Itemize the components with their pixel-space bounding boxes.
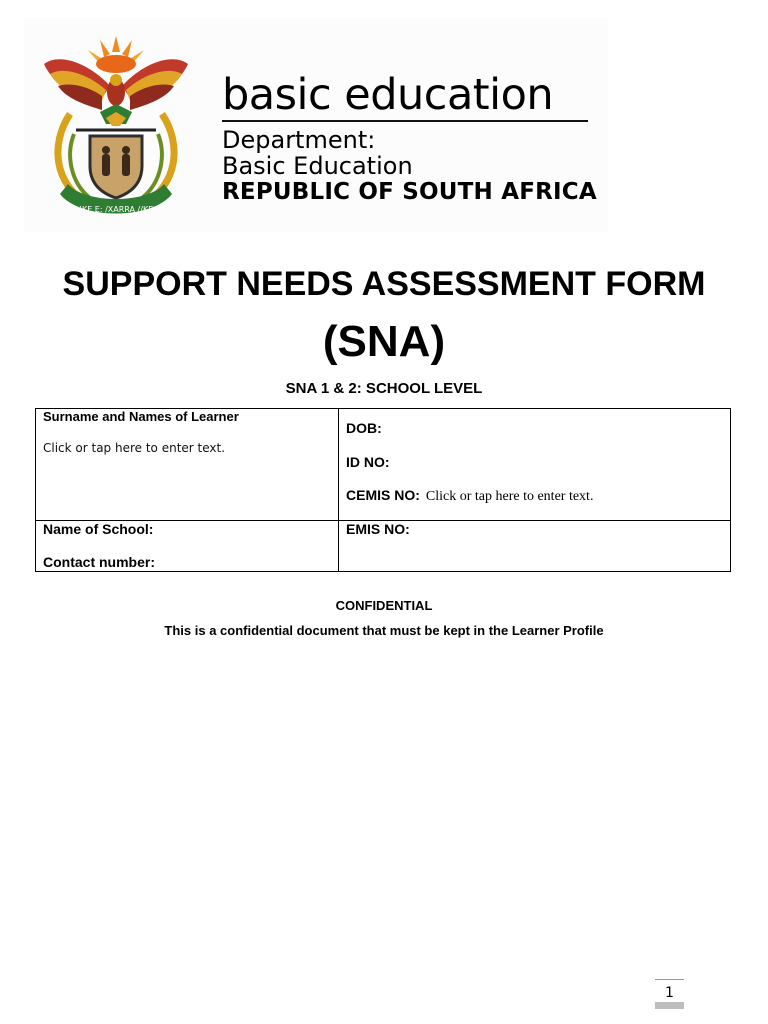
department-label: Department: <box>222 126 376 154</box>
cemis-number-field[interactable]: Click or tap here to enter text. <box>425 489 594 504</box>
emis-cell <box>339 520 731 571</box>
form-abbreviation: (SNA) <box>322 317 446 366</box>
school-cell <box>36 520 339 571</box>
emis-number-label: EMIS NO: <box>346 520 410 537</box>
form-subtitle: SNA 1 & 2: SCHOOL LEVEL <box>285 380 483 397</box>
learner-name-cell <box>36 409 339 521</box>
page-number: 1 <box>665 985 674 1001</box>
dob-label: DOB: <box>346 420 382 436</box>
learner-id-cell <box>339 409 731 521</box>
department-name: Basic Education <box>222 152 413 180</box>
id-number-label: ID NO: <box>346 454 390 470</box>
page-number-bar <box>655 1002 684 1009</box>
learner-info-table <box>35 408 731 572</box>
brand-title: basic education <box>222 70 554 120</box>
learner-name-label: Surname and Names of Learner <box>43 409 239 424</box>
contact-number-label: Contact number: <box>43 553 155 570</box>
school-name-label: Name of School: <box>43 520 154 537</box>
form-title: SUPPORT NEEDS ASSESSMENT FORM <box>62 265 706 303</box>
confidential-notice: This is a confidential document that must be kept in the Learner Profile <box>164 623 604 638</box>
brand-divider <box>222 120 588 122</box>
country-name: REPUBLIC OF SOUTH AFRICA <box>222 179 597 205</box>
coat-of-arms-logo <box>40 34 192 224</box>
crest-motto: !KE E: /XARRA //KE <box>78 205 154 214</box>
confidential-heading: CONFIDENTIAL <box>335 598 433 613</box>
sun-icon <box>88 36 144 73</box>
cemis-number-row <box>346 487 593 505</box>
page-number-rule <box>655 979 684 980</box>
learner-name-field[interactable]: Click or tap here to enter text. <box>43 441 226 455</box>
cemis-number-label: CEMIS NO: <box>346 487 420 503</box>
